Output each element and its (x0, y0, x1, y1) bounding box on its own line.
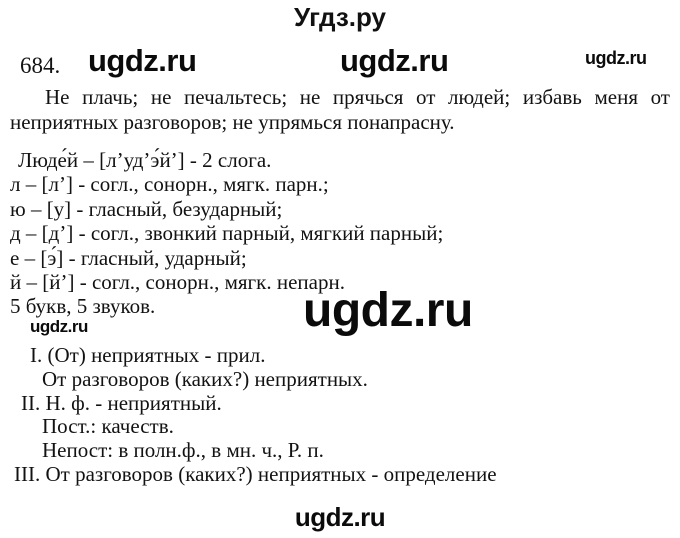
phonetic-row-l: л – [л’] - согл., сонорн., мягк. парн.; (10, 172, 329, 197)
morphological-analysis (0, 344, 497, 487)
morphology-step-2: II. Н. ф. - неприятный. (21, 390, 222, 415)
phonetic-row-y: й – [й’] - согл., сонорн., мягк. непарн. (10, 270, 345, 295)
morphology-constant-features: Пост.: качеств. (42, 414, 174, 439)
watermark-left-small: ugdz.ru (30, 317, 88, 336)
morphology-step-3: III. От разговоров (каких?) неприятных - определение (14, 461, 497, 486)
phonetic-row-d: д – [д’] - согл., звонкий парный, мягкий парный; (10, 221, 444, 246)
watermark-top-left: ugdz.ru (88, 43, 197, 78)
exercise-number: 684. (20, 53, 61, 78)
morphology-step-1-question: От разговоров (каких?) неприятных. (42, 366, 368, 391)
watermark-top-right: ugdz.ru (585, 48, 647, 68)
phonetic-row-yu: ю – [у] - гласный, безударный; (10, 196, 283, 221)
site-title: Угдз.ру (294, 2, 386, 32)
watermark-bottom: ugdz.ru (294, 502, 386, 532)
phonetic-row-e: е – [э́] - гласный, ударный; (10, 245, 247, 270)
phonetic-letter-sound-count: 5 букв, 5 звуков. (10, 294, 156, 319)
morphology-step-1: I. (От) неприятных - прил. (30, 343, 266, 367)
phonetic-word-heading: Люде́й – [л’уд’э́й’] - 2 слога. (18, 148, 272, 172)
task-sentence-line-2: неприятных разговоров; не упрямься понапрасну. (10, 109, 455, 134)
morphology-variable-features: Непост: в полн.ф., в мн. ч., Р. п. (42, 438, 324, 463)
task-sentence (10, 85, 670, 134)
watermark-middle-large: ugdz.ru (303, 284, 473, 337)
task-sentence-line-1: Не плачь; не печальтесь; не прячься от людей; избавь меня от (45, 85, 670, 109)
watermark-top-center: ugdz.ru (340, 43, 449, 78)
